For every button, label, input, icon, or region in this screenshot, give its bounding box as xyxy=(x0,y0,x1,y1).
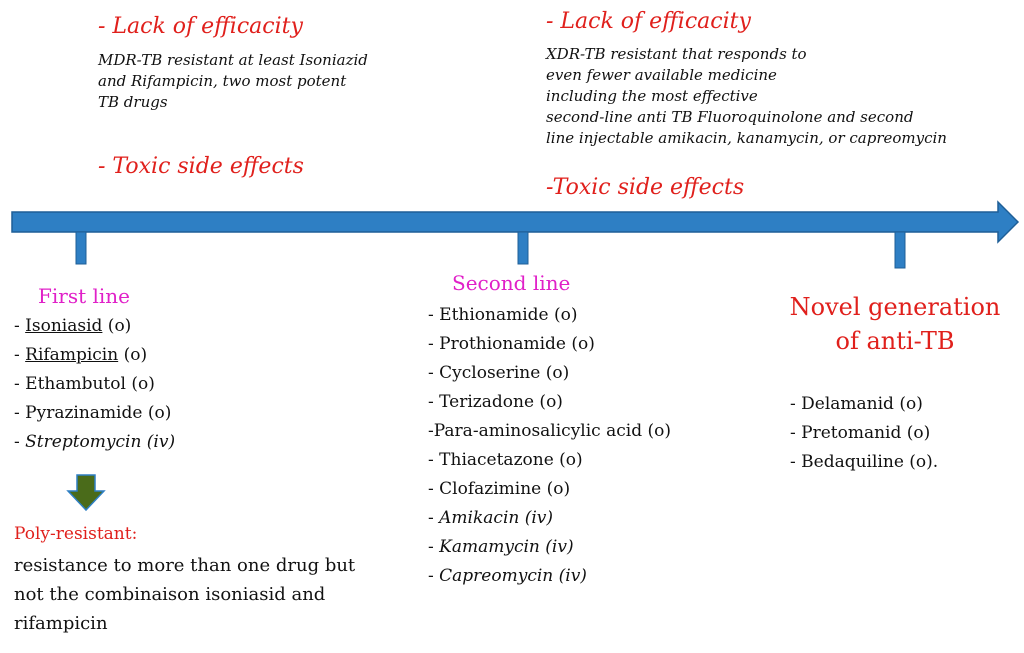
drug-name: Amikacin (iv) xyxy=(439,508,554,528)
top-right-toxic: -Toxic side effects xyxy=(546,175,745,200)
note-line: even fewer available medicine xyxy=(546,66,777,84)
top-left-toxic: - Toxic side effects xyxy=(98,154,304,179)
drug-name: Ethionamide xyxy=(439,305,549,325)
first-line-list xyxy=(14,312,175,457)
poly-resistant-body xyxy=(14,551,355,638)
poly-line: resistance to more than one drug but xyxy=(14,555,356,576)
drug-name: Delamanid xyxy=(801,394,894,414)
drug-name: Isoniasid xyxy=(25,316,103,336)
top-left-note xyxy=(98,50,368,113)
drug-name: Prothionamide xyxy=(439,334,566,354)
note-line: MDR-TB resistant at least Isoniazid xyxy=(98,51,368,69)
drug-item: - Thiacetazone (o) xyxy=(428,450,583,470)
first-line-title: First line xyxy=(38,284,131,308)
drug-item: - Kamamycin (iv) xyxy=(428,537,574,557)
poly-resistant-title: Poly-resistant: xyxy=(14,524,138,544)
drug-item: - Ethionamide (o) xyxy=(428,305,578,325)
note-line: including the most effective xyxy=(546,87,758,105)
drug-name: Thiacetazone xyxy=(439,450,554,470)
drug-item: - Bedaquiline (o). xyxy=(790,452,939,472)
drug-item: - Clofazimine (o) xyxy=(428,479,571,499)
drug-item: - Prothionamide (o) xyxy=(428,334,595,354)
drug-item: - Pretomanid (o) xyxy=(790,423,931,443)
drug-name: Pyrazinamide xyxy=(25,403,143,423)
top-right-note xyxy=(546,44,947,149)
poly-line: rifampicin xyxy=(14,613,108,634)
second-line-title: Second line xyxy=(452,271,571,295)
second-line-list xyxy=(428,301,671,591)
novel-title-line: of anti-TB xyxy=(835,327,955,355)
top-left-heading: - Lack of efficacity xyxy=(98,14,303,39)
drug-name: Cycloserine xyxy=(439,363,541,383)
drug-item: - Rifampicin (o) xyxy=(14,345,148,365)
drug-name: Clofazimine xyxy=(439,479,542,499)
drug-name: Para-aminosalicylic acid xyxy=(433,421,643,441)
note-line: XDR-TB resistant that responds to xyxy=(546,45,807,63)
timeline-tick-first xyxy=(76,232,86,264)
novel-title-line: Novel generation xyxy=(789,293,1001,321)
novel-generation-title xyxy=(770,290,1020,358)
drug-name: Bedaquiline xyxy=(801,452,904,472)
down-arrow-icon xyxy=(68,475,104,510)
novel-list xyxy=(790,390,938,477)
drug-name: Ethambutol xyxy=(25,374,126,394)
drug-name: Capreomycin (iv) xyxy=(439,566,587,586)
timeline-tick-second xyxy=(518,232,528,264)
drug-item: - Amikacin (iv) xyxy=(428,508,554,528)
drug-item: - Cycloserine (o) xyxy=(428,363,570,383)
top-right-heading: - Lack of efficacity xyxy=(546,9,751,34)
drug-name: Pretomanid xyxy=(801,423,902,443)
drug-name: Terizadone xyxy=(439,392,535,412)
drug-item: - Capreomycin (iv) xyxy=(428,566,587,586)
drug-item: - Pyrazinamide (o) xyxy=(14,403,172,423)
drug-item: -Para-aminosalicylic acid (o) xyxy=(428,421,671,441)
note-line: and Rifampicin, two most potent xyxy=(98,72,347,90)
drug-item: - Terizadone (o) xyxy=(428,392,563,412)
drug-item: - Ethambutol (o) xyxy=(14,374,155,394)
drug-name: Rifampicin xyxy=(25,345,119,365)
drug-item: - Streptomycin (iv) xyxy=(14,432,176,452)
timeline-arrow-shaft xyxy=(12,202,1018,242)
note-line: TB drugs xyxy=(98,93,168,111)
drug-name: Streptomycin (iv) xyxy=(25,432,176,452)
drug-item: - Isoniasid (o) xyxy=(14,316,132,336)
poly-line: not the combinaison isoniasid and xyxy=(14,584,326,605)
note-line: second-line anti TB Fluoroquinolone and second xyxy=(546,108,914,126)
timeline-tick-novel xyxy=(895,232,905,268)
drug-name: Kamamycin (iv) xyxy=(439,537,574,557)
drug-item: - Delamanid (o) xyxy=(790,394,923,414)
note-line: line injectable amikacin, kanamycin, or capreomycin xyxy=(546,129,947,147)
